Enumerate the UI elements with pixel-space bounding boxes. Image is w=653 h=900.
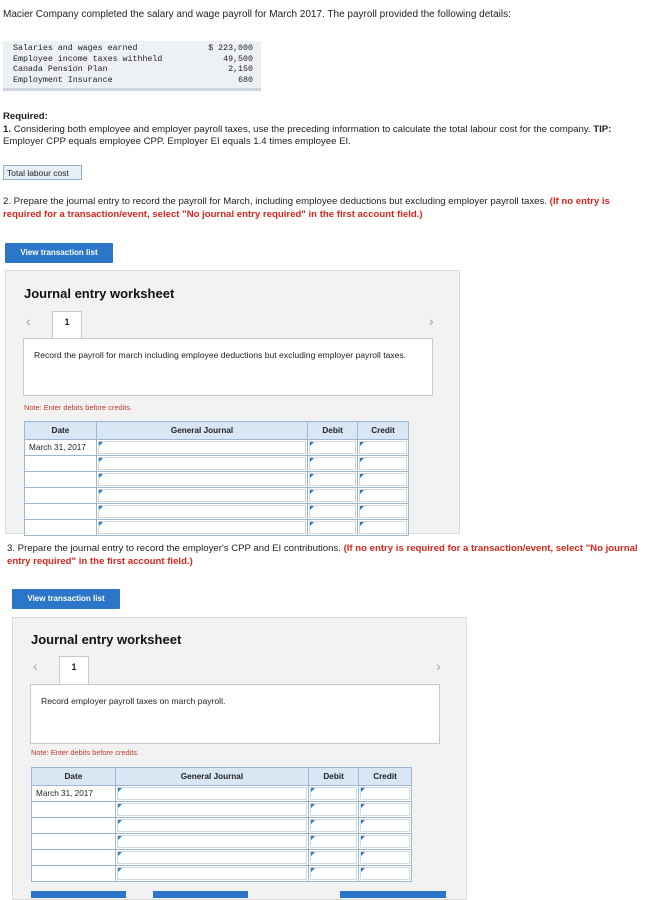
header-credit: Credit: [358, 422, 409, 440]
required-heading: Required:: [3, 111, 48, 122]
journal-table: [24, 421, 409, 536]
worksheet-note: Note: Enter debits before credits.: [24, 403, 133, 412]
debit-input[interactable]: [309, 441, 356, 454]
journal-table: [31, 767, 412, 882]
bottom-action-button[interactable]: [153, 891, 248, 898]
worksheet-tab-1[interactable]: 1: [59, 656, 89, 684]
table-row: [25, 472, 409, 488]
credit-cell[interactable]: [359, 818, 412, 834]
credit-input[interactable]: [359, 489, 407, 502]
details-row: [3, 65, 261, 76]
account-cell[interactable]: [115, 818, 308, 834]
details-label: Salaries and wages earned: [13, 44, 138, 53]
account-cell[interactable]: [96, 456, 307, 472]
debit-cell[interactable]: [308, 520, 358, 536]
credit-input[interactable]: [360, 867, 410, 880]
debit-input[interactable]: [309, 489, 356, 502]
account-cell[interactable]: [96, 440, 307, 456]
account-cell[interactable]: [115, 850, 308, 866]
credit-cell[interactable]: [359, 866, 412, 882]
date-cell: [32, 802, 116, 818]
header-debit: Debit: [308, 422, 358, 440]
table-row: [32, 818, 412, 834]
debit-input[interactable]: [310, 787, 357, 800]
debit-input[interactable]: [309, 457, 356, 470]
date-cell: [32, 866, 116, 882]
intro-text: Macier Company completed the salary and wage payroll for March 2017. The payroll provided the following details:: [3, 9, 511, 20]
payroll-details-table: [3, 41, 261, 91]
credit-cell[interactable]: [359, 834, 412, 850]
table-row: [25, 520, 409, 536]
credit-input[interactable]: [359, 521, 407, 534]
debit-input[interactable]: [310, 867, 357, 880]
debit-cell[interactable]: [308, 456, 358, 472]
bottom-action-button[interactable]: [340, 891, 446, 898]
tip-text: Employer CPP equals employee CPP. Employer EI equals 1.4 times employee EI.: [3, 136, 351, 147]
credit-cell[interactable]: [358, 456, 409, 472]
account-input[interactable]: [98, 489, 306, 502]
account-cell[interactable]: [96, 520, 307, 536]
total-labour-cost-field[interactable]: Total labour cost: [3, 165, 82, 180]
debit-cell[interactable]: [309, 850, 359, 866]
table-row: [32, 850, 412, 866]
table-row: [32, 834, 412, 850]
debit-cell[interactable]: [308, 472, 358, 488]
credit-input[interactable]: [360, 787, 410, 800]
header-general-journal: General Journal: [115, 768, 308, 786]
debit-input[interactable]: [309, 473, 356, 486]
worksheet-description: Record the payroll for march including employee deductions but excluding employer payroll taxes.: [23, 338, 433, 396]
q1-number: 1.: [3, 123, 12, 135]
debit-input[interactable]: [309, 521, 356, 534]
header-debit: Debit: [309, 768, 359, 786]
account-cell[interactable]: [115, 834, 308, 850]
credit-input[interactable]: [359, 441, 407, 454]
bottom-action-button[interactable]: [31, 891, 126, 898]
date-cell: [25, 456, 97, 472]
credit-cell[interactable]: [359, 850, 412, 866]
account-cell[interactable]: [115, 802, 308, 818]
header-credit: Credit: [359, 768, 412, 786]
debit-input[interactable]: [310, 851, 357, 864]
details-label: Employee income taxes withheld: [13, 54, 163, 64]
debit-cell[interactable]: [309, 818, 359, 834]
debit-cell[interactable]: [308, 488, 358, 504]
credit-input[interactable]: [359, 473, 407, 486]
chevron-right-icon[interactable]: ›: [436, 658, 441, 674]
worksheet-title: Journal entry worksheet: [31, 632, 182, 647]
worksheet-description: Record employer payroll taxes on march payroll.: [30, 684, 440, 744]
debit-cell[interactable]: [309, 866, 359, 882]
header-date: Date: [32, 768, 116, 786]
view-transaction-list-button-2[interactable]: View transaction list: [12, 589, 120, 609]
worksheet-title: Journal entry worksheet: [24, 286, 175, 301]
account-cell[interactable]: [96, 472, 307, 488]
q3-text: 3. Prepare the journal entry to record the employer's CPP and EI contributions.: [7, 543, 341, 554]
q2-instruction: (If no entry is required for a transaction/event, select "No journal entry required" in the first account field.): [3, 196, 610, 220]
debit-cell[interactable]: [309, 802, 359, 818]
question-3: [7, 543, 652, 568]
table-row: [32, 866, 412, 882]
debit-cell[interactable]: [308, 504, 358, 520]
header-general-journal: General Journal: [96, 422, 307, 440]
q2-text: 2. Prepare the journal entry to record the payroll for March, including employee deductions but excluding employer payroll taxes.: [3, 196, 547, 207]
debit-cell[interactable]: [309, 834, 359, 850]
q1-text: Considering both employee and employer payroll taxes, use the preceding information to calculate the total labour cost for the company.: [13, 123, 591, 135]
date-cell: March 31, 2017: [25, 440, 97, 456]
chevron-left-icon[interactable]: ‹: [26, 313, 31, 329]
account-input[interactable]: [117, 803, 307, 816]
account-input[interactable]: [117, 787, 307, 800]
date-cell: [25, 504, 97, 520]
question-2: [3, 196, 648, 221]
account-input[interactable]: [117, 867, 307, 880]
credit-cell[interactable]: [358, 488, 409, 504]
debit-input[interactable]: [309, 505, 356, 518]
account-input[interactable]: [117, 819, 307, 832]
account-cell[interactable]: [115, 786, 308, 802]
journal-worksheet-1: [5, 270, 460, 534]
date-cell: [32, 834, 116, 850]
table-row: [25, 488, 409, 504]
credit-input[interactable]: [360, 851, 410, 864]
details-value: $ 223,000: [208, 44, 253, 53]
credit-cell[interactable]: [359, 802, 412, 818]
table-row: [25, 504, 409, 520]
account-input[interactable]: [117, 851, 307, 864]
credit-input[interactable]: [359, 457, 407, 470]
account-input[interactable]: [98, 473, 306, 486]
debit-cell[interactable]: [309, 786, 359, 802]
date-cell: [25, 488, 97, 504]
details-row: [3, 76, 261, 87]
account-input[interactable]: [98, 457, 306, 470]
required-section: [3, 111, 643, 149]
account-cell[interactable]: [96, 504, 307, 520]
date-cell: March 31, 2017: [32, 786, 116, 802]
table-row: [25, 440, 409, 456]
account-input[interactable]: [117, 835, 307, 848]
credit-cell[interactable]: [359, 786, 412, 802]
credit-cell[interactable]: [358, 440, 409, 456]
date-cell: [32, 850, 116, 866]
debit-input[interactable]: [310, 819, 357, 832]
table-row: [32, 802, 412, 818]
table-row: [25, 456, 409, 472]
details-row: [3, 44, 261, 55]
tip-label: TIP:: [593, 123, 612, 135]
journal-worksheet-2: [12, 617, 467, 900]
worksheet-note: Note: Enter debits before credits.: [31, 748, 140, 757]
q3-instruction: (If no entry is required for a transaction/event, select "No journal entry required" in the first account field.): [7, 543, 638, 567]
credit-cell[interactable]: [358, 504, 409, 520]
credit-cell[interactable]: [358, 472, 409, 488]
account-input[interactable]: [98, 521, 306, 534]
table-row: [32, 786, 412, 802]
date-cell: [32, 818, 116, 834]
details-value: 2,150: [228, 65, 253, 74]
credit-input[interactable]: [360, 835, 410, 848]
chevron-left-icon[interactable]: ‹: [33, 658, 38, 674]
header-date: Date: [25, 422, 97, 440]
worksheet-tab-1[interactable]: 1: [52, 311, 82, 339]
chevron-right-icon[interactable]: ›: [429, 313, 434, 329]
debit-cell[interactable]: [308, 440, 358, 456]
account-input[interactable]: [98, 505, 306, 518]
details-label: Employment Insurance: [13, 75, 113, 85]
credit-input[interactable]: [360, 803, 410, 816]
debit-input[interactable]: [310, 803, 357, 816]
account-input[interactable]: [98, 441, 306, 454]
credit-input[interactable]: [359, 505, 407, 518]
account-cell[interactable]: [115, 866, 308, 882]
date-cell: [25, 472, 97, 488]
date-cell: [25, 520, 97, 536]
account-cell[interactable]: [96, 488, 307, 504]
debit-input[interactable]: [310, 835, 357, 848]
details-label: Canada Pension Plan: [13, 65, 108, 74]
view-transaction-list-button[interactable]: View transaction list: [5, 243, 113, 263]
credit-input[interactable]: [360, 819, 410, 832]
details-value: 49,500: [223, 54, 253, 64]
details-value: 680: [238, 75, 253, 85]
credit-cell[interactable]: [358, 520, 409, 536]
details-row: [3, 55, 261, 66]
